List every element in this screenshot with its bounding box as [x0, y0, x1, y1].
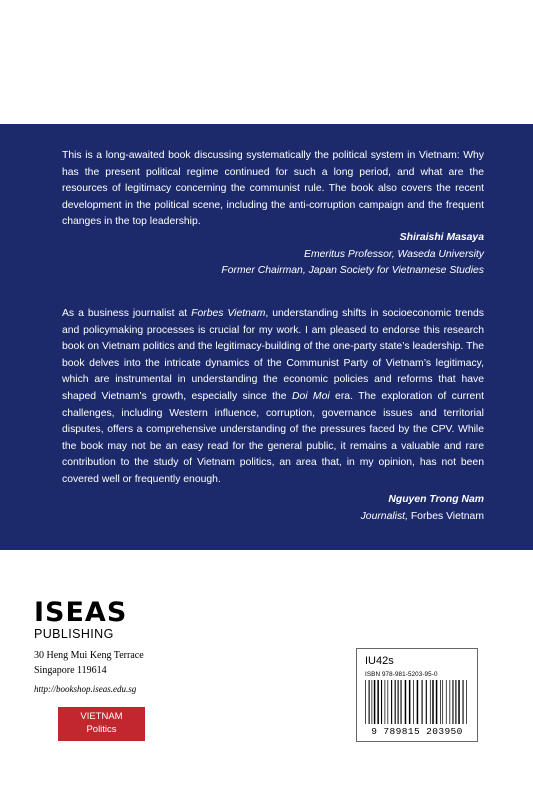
barcode-stripe: [417, 680, 419, 724]
endorser-2-org: Forbes Vietnam: [407, 510, 484, 522]
barcode-stripe: [426, 680, 427, 724]
publisher-address: [34, 649, 144, 697]
endorser-2-attribution: [361, 492, 484, 525]
barcode-bars: [365, 680, 469, 724]
category-line-2: Politics: [86, 723, 117, 735]
address-line-2: Singapore 119614: [34, 664, 107, 676]
barcode-stripe: [458, 680, 460, 724]
iseas-logo-wordmark: ISEAS: [34, 597, 128, 628]
category-label: [58, 707, 145, 741]
endorser-1-title-1: Emeritus Professor, Waseda University: [304, 248, 484, 260]
endorsement-text-2: [62, 306, 484, 489]
barcode-stripe: [374, 680, 376, 724]
endorsement-2-part-2: , understanding shifts in socioeconomic trends and policymaking processes is crucial for my work. I am pleased to endorse this research book on Vietnam politics and the legitimacy-building of the one-party state’s leadership. The book delves into the intricate dynamics of the Communist Party of Vietnam’s legitimacy, which are instrumental in understanding the economic policies and reforms that have shaped Vietnam’s growth, especially since the: [62, 308, 485, 402]
endorsement-2-doimoi-em: Doi Moi: [291, 390, 330, 402]
category-line-1: VIETNAM: [80, 711, 123, 722]
isbn-text: ISBN 978-981-5203-95-0: [365, 671, 438, 678]
endorser-2-affiliation: [361, 509, 484, 526]
barcode-stripe: [452, 680, 453, 724]
barcode-stripe: [449, 680, 450, 724]
barcode-stripe: [387, 680, 388, 724]
barcode-stripe: [365, 680, 366, 724]
barcode-stripe: [466, 680, 467, 724]
bookshop-url: http://bookshop.iseas.edu.sg: [34, 684, 137, 694]
barcode-stripe: [369, 680, 370, 724]
endorser-1-name: Shiraishi Masaya: [399, 232, 484, 243]
barcode-stripe: [385, 680, 386, 724]
barcode-stripe: [400, 680, 401, 724]
endorsement-2-part-1: As a business journalist at: [62, 308, 192, 319]
endorser-2-role: Journalist,: [360, 510, 408, 522]
barcode-stripe: [405, 680, 407, 724]
endorsement-2-forbes-em: Forbes Vietnam: [191, 308, 266, 319]
barcode-stripe: [432, 680, 434, 724]
barcode-stripe: [391, 680, 392, 724]
address-line-1: 30 Heng Mui Keng Terrace: [34, 650, 144, 661]
barcode-stripe: [395, 680, 396, 724]
barcode-digits: 9 789815 203950: [371, 726, 463, 737]
endorser-1-attribution: [221, 230, 484, 280]
barcode-stripe: [430, 680, 431, 724]
barcode-stripe: [372, 680, 373, 724]
publishing-logo-subtext: PUBLISHING: [34, 627, 114, 641]
barcode-stripe: [462, 680, 463, 724]
barcode-stripe: [422, 680, 423, 724]
barcode-stripe: [436, 680, 438, 724]
barcode-stripe: [455, 680, 456, 724]
barcode-stripe: [413, 680, 414, 724]
endorsement-text-1: This is a long-awaited book discussing systematically the political system in Vietnam: Why has the present political regime continued for such a long period, and what are the resources of legitimacy concerning the communist rule. The book also covers the recent development in the political scene, including the anti-corruption campaign and the frequent changes in the top leadership.: [62, 150, 484, 228]
barcode-stripe: [398, 680, 399, 724]
iseas-publishing-logo: [34, 599, 127, 641]
endorser-1-title-2: Former Chairman, Japan Society for Vietnamese Studies: [221, 265, 484, 277]
barcode-stripe: [440, 680, 441, 724]
endorser-2-name: Nguyen Trong Nam: [388, 494, 484, 505]
barcode-stripe: [377, 680, 379, 724]
barcode-stripe: [442, 680, 443, 724]
endorsement-panel: [0, 124, 533, 550]
internal-code: IU42s: [365, 655, 394, 667]
barcode-stripe: [446, 680, 447, 724]
barcode-panel: [356, 648, 478, 742]
endorsement-2-part-3: era. The exploration of current challenges, including Western influence, corruption, governance issues and territorial disputes, offers a comprehensive understanding of the pressures faced by the CPV. While the book may not be an easy read for the general public, it remains a valuable and rare contribution to the study of Vietnam politics, an area that, in my opinion, has not been covered well or frequently enough.: [62, 390, 484, 485]
barcode-stripe: [409, 680, 411, 724]
barcode-stripe: [381, 680, 382, 724]
